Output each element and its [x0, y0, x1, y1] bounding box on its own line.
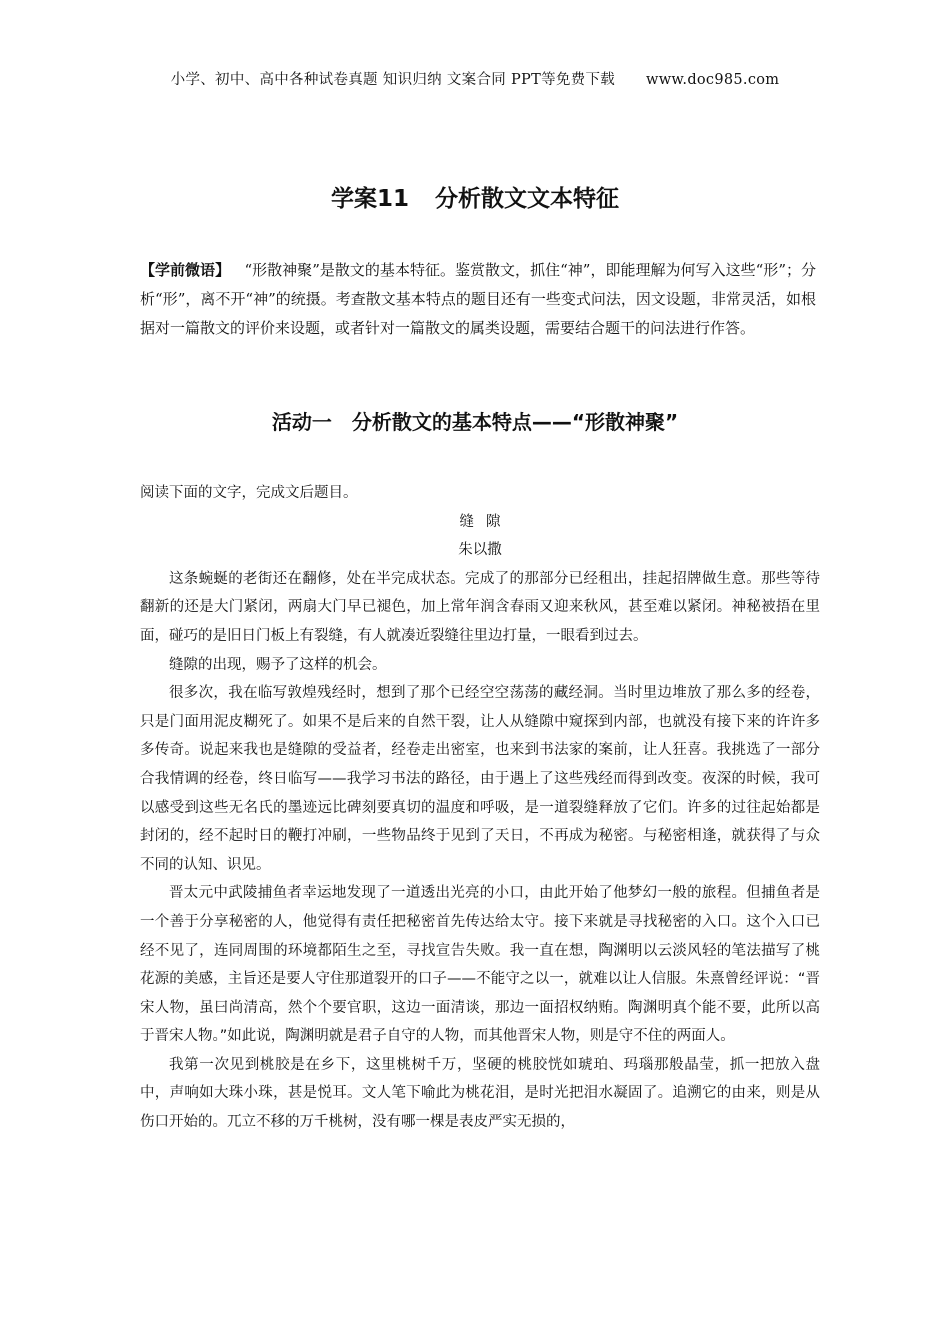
page-header [0, 68, 950, 89]
intro-tag: 【学前微语】 [140, 261, 231, 279]
essay-paragraph: 晋太元中武陵捕鱼者幸运地发现了一道透出光亮的小口，由此开始了他梦幻一般的旅程。但捕鱼者是一个善于分享秘密的人，他觉得有责任把秘密首先传达给太守。接下来就是寻找秘密的入口。这个入口已经不见了，连同周围的环境都陌生之至，寻找宣告失败。我一直在想，陶渊明以云淡风轻的笔法描写了桃花源的美感，主旨还是要人守住那道裂开的口子——不能守之以一，就难以让人信服。朱熹曾经评说：“晋宋人物，虽曰尚清高，然个个要官职，这边一面清谈，那边一面招权纳贿。陶渊明真个能不要，此所以高于晋宋人物。”如此说，陶渊明就是君子自守的人物，而其他晋宋人物，则是守不住的两面人。 [140, 885, 820, 1045]
essay-paragraph: 很多次，我在临写敦煌残经时，想到了那个已经空空荡荡的藏经洞。当时里边堆放了那么多的经卷，只是门面用泥皮糊死了。如果不是后来的自然干裂，让人从缝隙中窥探到内部，也就没有接下来的许许多多传奇。说起来我也是缝隙的受益者，经卷走出密室，也来到书法家的案前，让人狂喜。我挑选了一部分合我情调的经卷，终日临写——我学习书法的路径，由于遇上了这些残经而得到改变。夜深的时候，我可以感受到这些无名氏的墨迹远比碑刻要真切的温度和呼吸，是一道裂缝释放了它们。许多的过往起始都是封闭的，经不起时日的鞭打冲刷，一些物品终于见到了天日，不再成为秘密。与秘密相逢，就获得了与众不同的认知、识见。 [140, 685, 820, 873]
section-text: 分析散文的基本特点——“形散神聚” [351, 410, 679, 434]
reading-instruction: 阅读下面的文字，完成文后题目。 [140, 485, 358, 501]
page-title [0, 180, 950, 213]
header-site-link[interactable]: www.doc985.com [646, 72, 780, 88]
section-heading [0, 406, 950, 435]
essay-paragraph: 缝隙的出现，赐予了这样的机会。 [169, 656, 387, 673]
essay-paragraph: 我第一次见到桃胶是在乡下，这里桃树千万，坚硬的桃胶恍如琥珀、玛瑙那般晶莹，抓一把放入盘中，声响如大珠小珠，甚是悦耳。文人笔下喻此为桃花泪，是时光把泪水凝固了。追溯它的由来，则是从伤口开始的。兀立不移的万千桃树，没有哪一棵是表皮严实无损的， [140, 1056, 820, 1131]
title-text: 分析散文文本特征 [435, 186, 619, 212]
intro-block [140, 256, 816, 343]
title-number: 学案11 [330, 186, 409, 212]
intro-text: “形散神聚”是散文的基本特征。鉴赏散文，抓住“神”，即能理解为何写入这些“形”；分析“形”，离不开“神”的统摄。考查散文基本特点的题目还有一些变式问法，因文设题，非常灵活，如根据对一篇散文的评价来设题，或者针对一篇散文的属类设题，需要结合题干的问法进行作答。 [140, 261, 817, 337]
essay-author: 朱以撒 [458, 542, 502, 559]
header-text: 小学、初中、高中各种试卷真题 知识归纳 文案合同 PPT等免费下载 [170, 72, 616, 88]
reading-passage [140, 479, 820, 1137]
essay-paragraph: 这条蜿蜒的老街还在翻修，处在半完成状态。完成了的那部分已经租出，挂起招牌做生意。那些等待翻新的还是大门紧闭，两扇大门早已褪色，加上常年润含春雨又迎来秋风，甚至难以紧闭。神秘被捂在里面，碰巧的是旧日门板上有裂缝，有人就凑近裂缝往里边打量，一眼看到过去。 [140, 570, 820, 644]
section-label: 活动一 [271, 410, 332, 434]
essay-title: 缝隙 [459, 513, 513, 530]
